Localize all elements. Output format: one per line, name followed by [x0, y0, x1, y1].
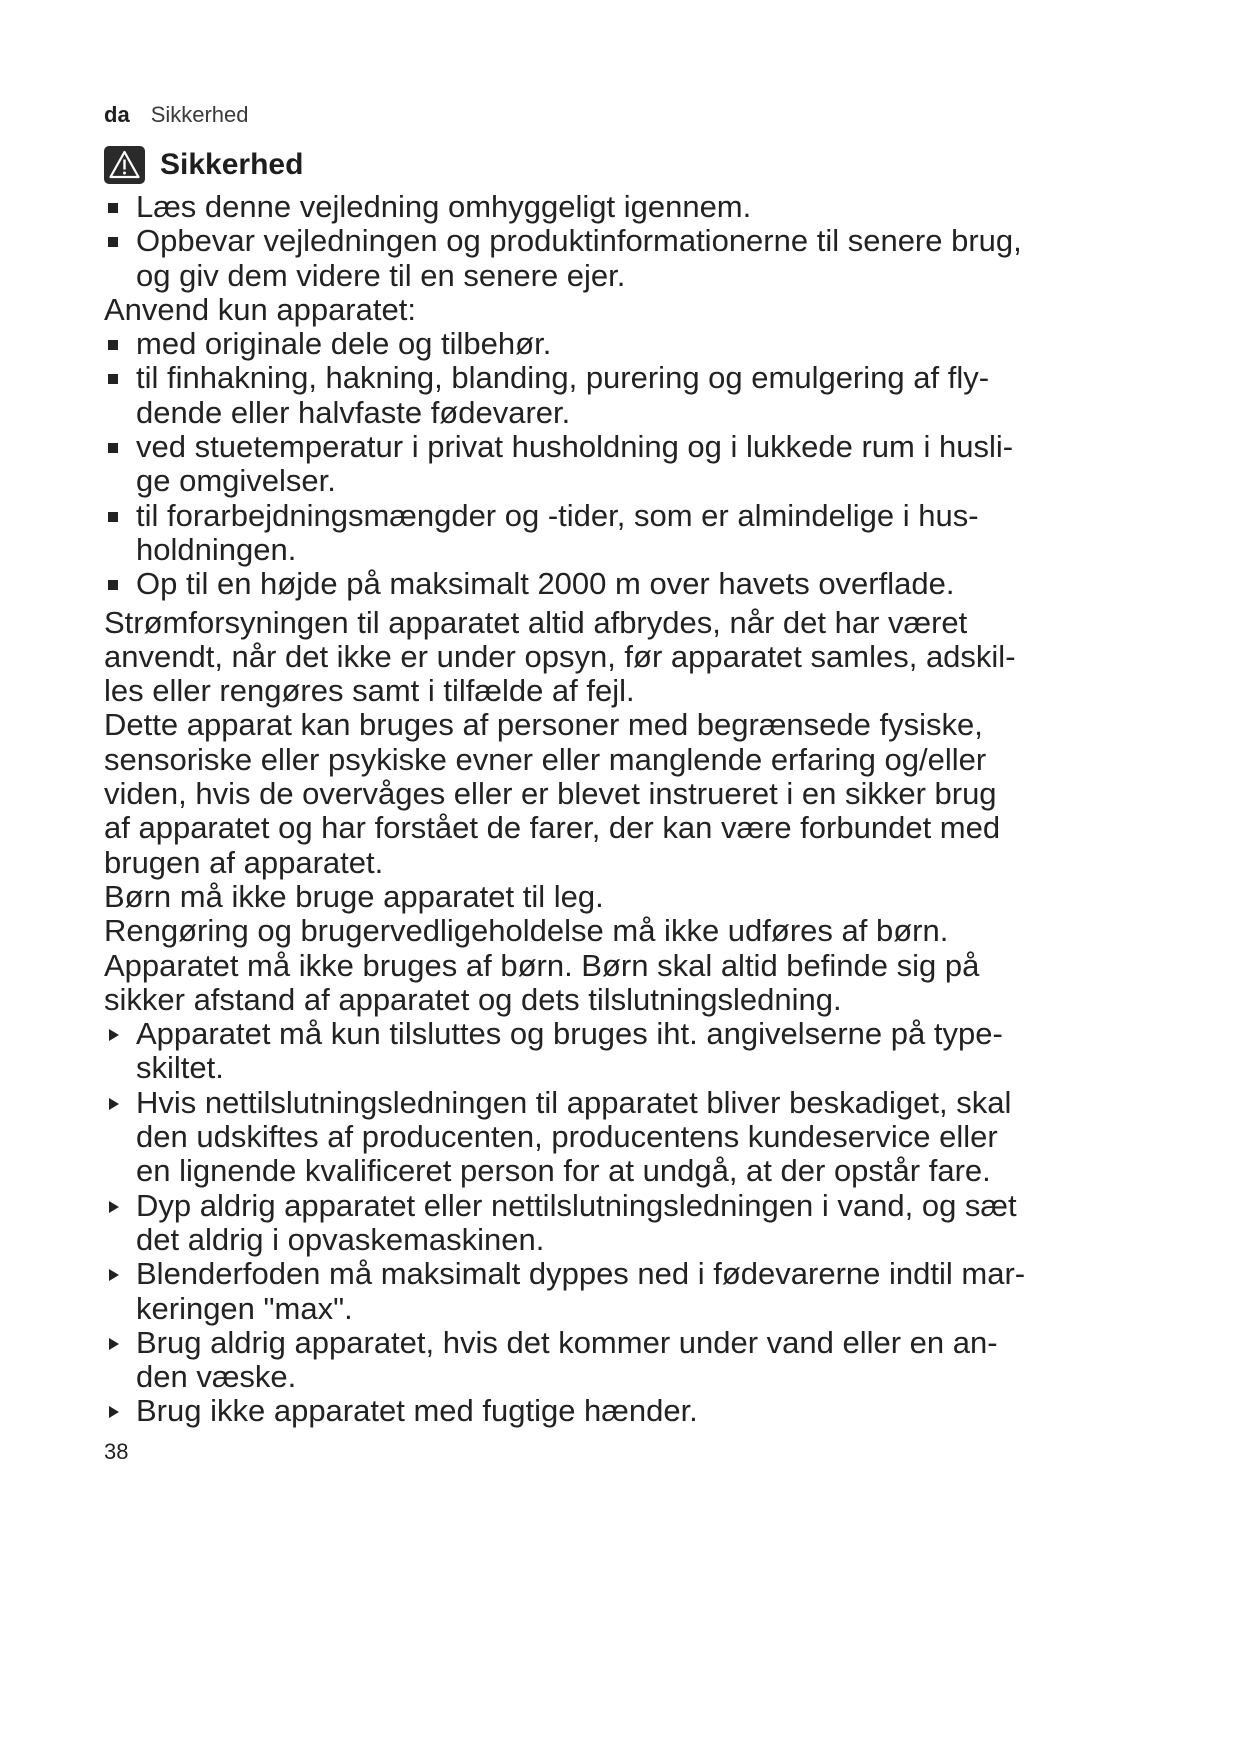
list-item — [104, 224, 1104, 293]
instruction-item — [104, 1394, 1104, 1428]
text-line: Brug aldrig apparatet, hvis det kommer under vand eller en an- — [136, 1324, 998, 1360]
text-line: skiltet. — [136, 1050, 224, 1086]
section-body — [104, 190, 1104, 1429]
warning-icon-graphic — [104, 146, 145, 184]
text-line: Dette apparat kan bruges af personer med begrænsede fysiske, — [104, 707, 983, 743]
section-title-row — [104, 146, 303, 184]
text-line: sikker afstand af apparatet og dets tilslutningsledning. — [104, 981, 842, 1017]
text-line: til forarbejdningsmængder og -tider, som er almindelige i hus- — [136, 497, 979, 533]
section-title: Sikkerhed — [160, 148, 304, 181]
list-item — [104, 567, 1104, 601]
text-line: Brug ikke apparatet med fugtige hænder. — [136, 1393, 698, 1429]
arrow-bullet-icon — [109, 1098, 119, 1110]
paragraph-children-distance — [104, 949, 1104, 1018]
instruction-item — [104, 1017, 1104, 1086]
paragraph-restricted-users — [104, 708, 1104, 879]
arrow-bullet-icon — [109, 1406, 119, 1418]
paragraph-children-play — [104, 880, 1104, 914]
square-bullet-icon — [108, 512, 118, 522]
instruction-item — [104, 1326, 1104, 1395]
text-line: keringen "max". — [136, 1290, 353, 1326]
text-line: dende eller halvfaste fødevarer. — [136, 394, 571, 430]
square-bullet-icon — [108, 443, 118, 453]
running-header-section: Sikkerhed — [150, 102, 249, 127]
text-line: det aldrig i opvaskemaskinen. — [136, 1221, 545, 1257]
list-item — [104, 361, 1104, 430]
text-line: ved stuetemperatur i privat husholdning og i lukkede rum i husli- — [136, 429, 1014, 465]
paragraph-power-supply — [104, 606, 1104, 709]
text-line: af apparatet og har forstået de farer, der kan være forbundet med — [104, 810, 1001, 846]
square-bullet-icon — [108, 340, 118, 350]
text-line: Børn må ikke bruge apparatet til leg. — [104, 878, 604, 914]
text-line: med originale dele og tilbehør. — [136, 326, 552, 362]
paragraph-children-cleaning — [104, 914, 1104, 948]
text-line: Apparatet må kun tilsluttes og bruges iht. angivelserne på type- — [136, 1016, 1003, 1052]
text-line: Anvend kun apparatet: — [104, 291, 416, 327]
list-item — [104, 190, 1104, 224]
text-line: brugen af apparatet. — [104, 844, 384, 880]
arrow-bullet-icon — [109, 1029, 119, 1041]
usage-list — [104, 327, 1104, 601]
arrow-bullet-icon — [109, 1338, 119, 1350]
language-code: da — [104, 102, 130, 127]
text-line: Dyp aldrig apparatet eller nettilslutningsledningen i vand, og sæt — [136, 1187, 1017, 1223]
text-line: les eller rengøres samt i tilfælde af fejl. — [104, 673, 635, 709]
text-line: Rengøring og brugervedligeholdelse må ikke udføres af børn. — [104, 913, 949, 949]
text-line: Opbevar vejledningen og produktinformationerne til senere brug, — [136, 223, 1022, 259]
text-line: Læs denne vejledning omhyggeligt igennem. — [136, 189, 752, 224]
list-item — [104, 499, 1104, 568]
text-line: og giv dem videre til en senere ejer. — [136, 257, 626, 293]
instruction-item — [104, 1257, 1104, 1326]
square-bullet-icon — [108, 203, 118, 213]
text-line: ge omgivelser. — [136, 463, 336, 499]
list-item — [104, 430, 1104, 499]
square-bullet-icon — [108, 374, 118, 384]
text-line: Strømforsyningen til apparatet altid afbrydes, når det har været — [104, 604, 968, 640]
text-line: en lignende kvalificeret person for at undgå, at der opstår fare. — [136, 1153, 991, 1189]
list-item — [104, 327, 1104, 361]
intro-list — [104, 190, 1104, 293]
arrow-bullet-icon — [109, 1269, 119, 1281]
page-number: 38 — [104, 1439, 129, 1464]
text-line: sensoriske eller psykiske evner eller manglende erfaring og/eller — [104, 741, 987, 777]
text-line: anvendt, når det ikke er under opsyn, før apparatet samles, adskil- — [104, 638, 1016, 674]
instruction-list — [104, 1017, 1104, 1429]
instruction-item — [104, 1189, 1104, 1258]
text-line: Apparatet må ikke bruges af børn. Børn skal altid befinde sig på — [104, 947, 980, 983]
arrow-bullet-icon — [109, 1201, 119, 1213]
text-line: den væske. — [136, 1359, 297, 1395]
square-bullet-icon — [108, 580, 118, 590]
running-header — [104, 103, 249, 127]
text-line: holdningen. — [136, 531, 297, 567]
text-line: til finhakning, hakning, blanding, purering og emulgering af fly- — [136, 360, 990, 396]
text-line: Op til en højde på maksimalt 2000 m over havets overflade. — [136, 566, 955, 602]
text-line: Blenderfoden må maksimalt dyppes ned i fødevarerne indtil mar- — [136, 1256, 1026, 1292]
usage-intro — [104, 293, 1104, 327]
instruction-item — [104, 1086, 1104, 1189]
square-bullet-icon — [108, 237, 118, 247]
text-line: den udskiftes af producenten, producentens kundeservice eller — [136, 1119, 998, 1155]
text-line: Hvis nettilslutningsledningen til apparatet bliver beskadiget, skal — [136, 1084, 1012, 1120]
text-line: viden, hvis de overvåges eller er blevet instrueret i en sikker brug — [104, 776, 997, 812]
warning-icon — [104, 146, 145, 184]
